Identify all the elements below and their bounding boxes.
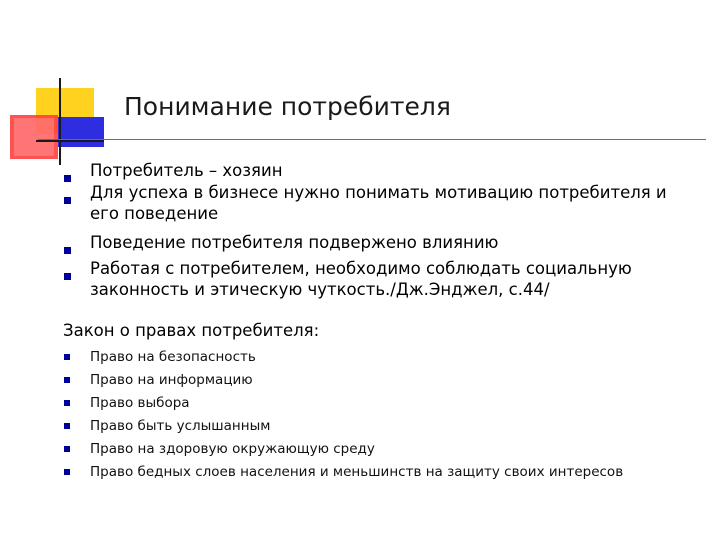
right-item: Право быть услышанным bbox=[90, 418, 271, 434]
decorative-square-logo-icon bbox=[0, 0, 130, 170]
bullet-square-icon bbox=[64, 273, 71, 280]
bullet-square-icon bbox=[64, 446, 70, 452]
bullet-square-icon bbox=[64, 377, 70, 383]
law-heading: Закон о правах потребителя: bbox=[63, 321, 320, 340]
bullet-square-icon bbox=[64, 400, 70, 406]
right-item: Право бедных слоев населения и меньшинств на защиту своих интересов bbox=[90, 464, 624, 480]
bullet-square-icon bbox=[64, 469, 70, 475]
slide-title: Понимание потребителя bbox=[124, 92, 451, 121]
main-bullet-2-line-2: его поведение bbox=[90, 204, 219, 223]
main-bullet-1: Потребитель – хозяин bbox=[90, 161, 283, 180]
bullet-square-icon bbox=[64, 423, 70, 429]
main-bullet-4-line-2: законность и этическую чуткость./Дж.Энджел, с.44/ bbox=[90, 280, 550, 299]
title-divider bbox=[38, 139, 706, 140]
main-bullet-4-line-1: Работая с потребителем, необходимо соблюдать социальную bbox=[90, 259, 632, 278]
main-bullet-3: Поведение потребителя подвержено влиянию bbox=[90, 233, 499, 252]
right-item: Право на здоровую окружающую среду bbox=[90, 441, 375, 457]
bullet-square-icon bbox=[64, 354, 70, 360]
bullet-square-icon bbox=[64, 175, 71, 182]
main-bullet-2-line-1: Для успеха в бизнесе нужно понимать мотивацию потребителя и bbox=[90, 183, 667, 202]
bullet-square-icon bbox=[64, 197, 71, 204]
bullet-square-icon bbox=[64, 247, 71, 254]
right-item: Право на информацию bbox=[90, 372, 253, 388]
right-item: Право выбора bbox=[90, 395, 190, 411]
right-item: Право на безопасность bbox=[90, 349, 256, 365]
